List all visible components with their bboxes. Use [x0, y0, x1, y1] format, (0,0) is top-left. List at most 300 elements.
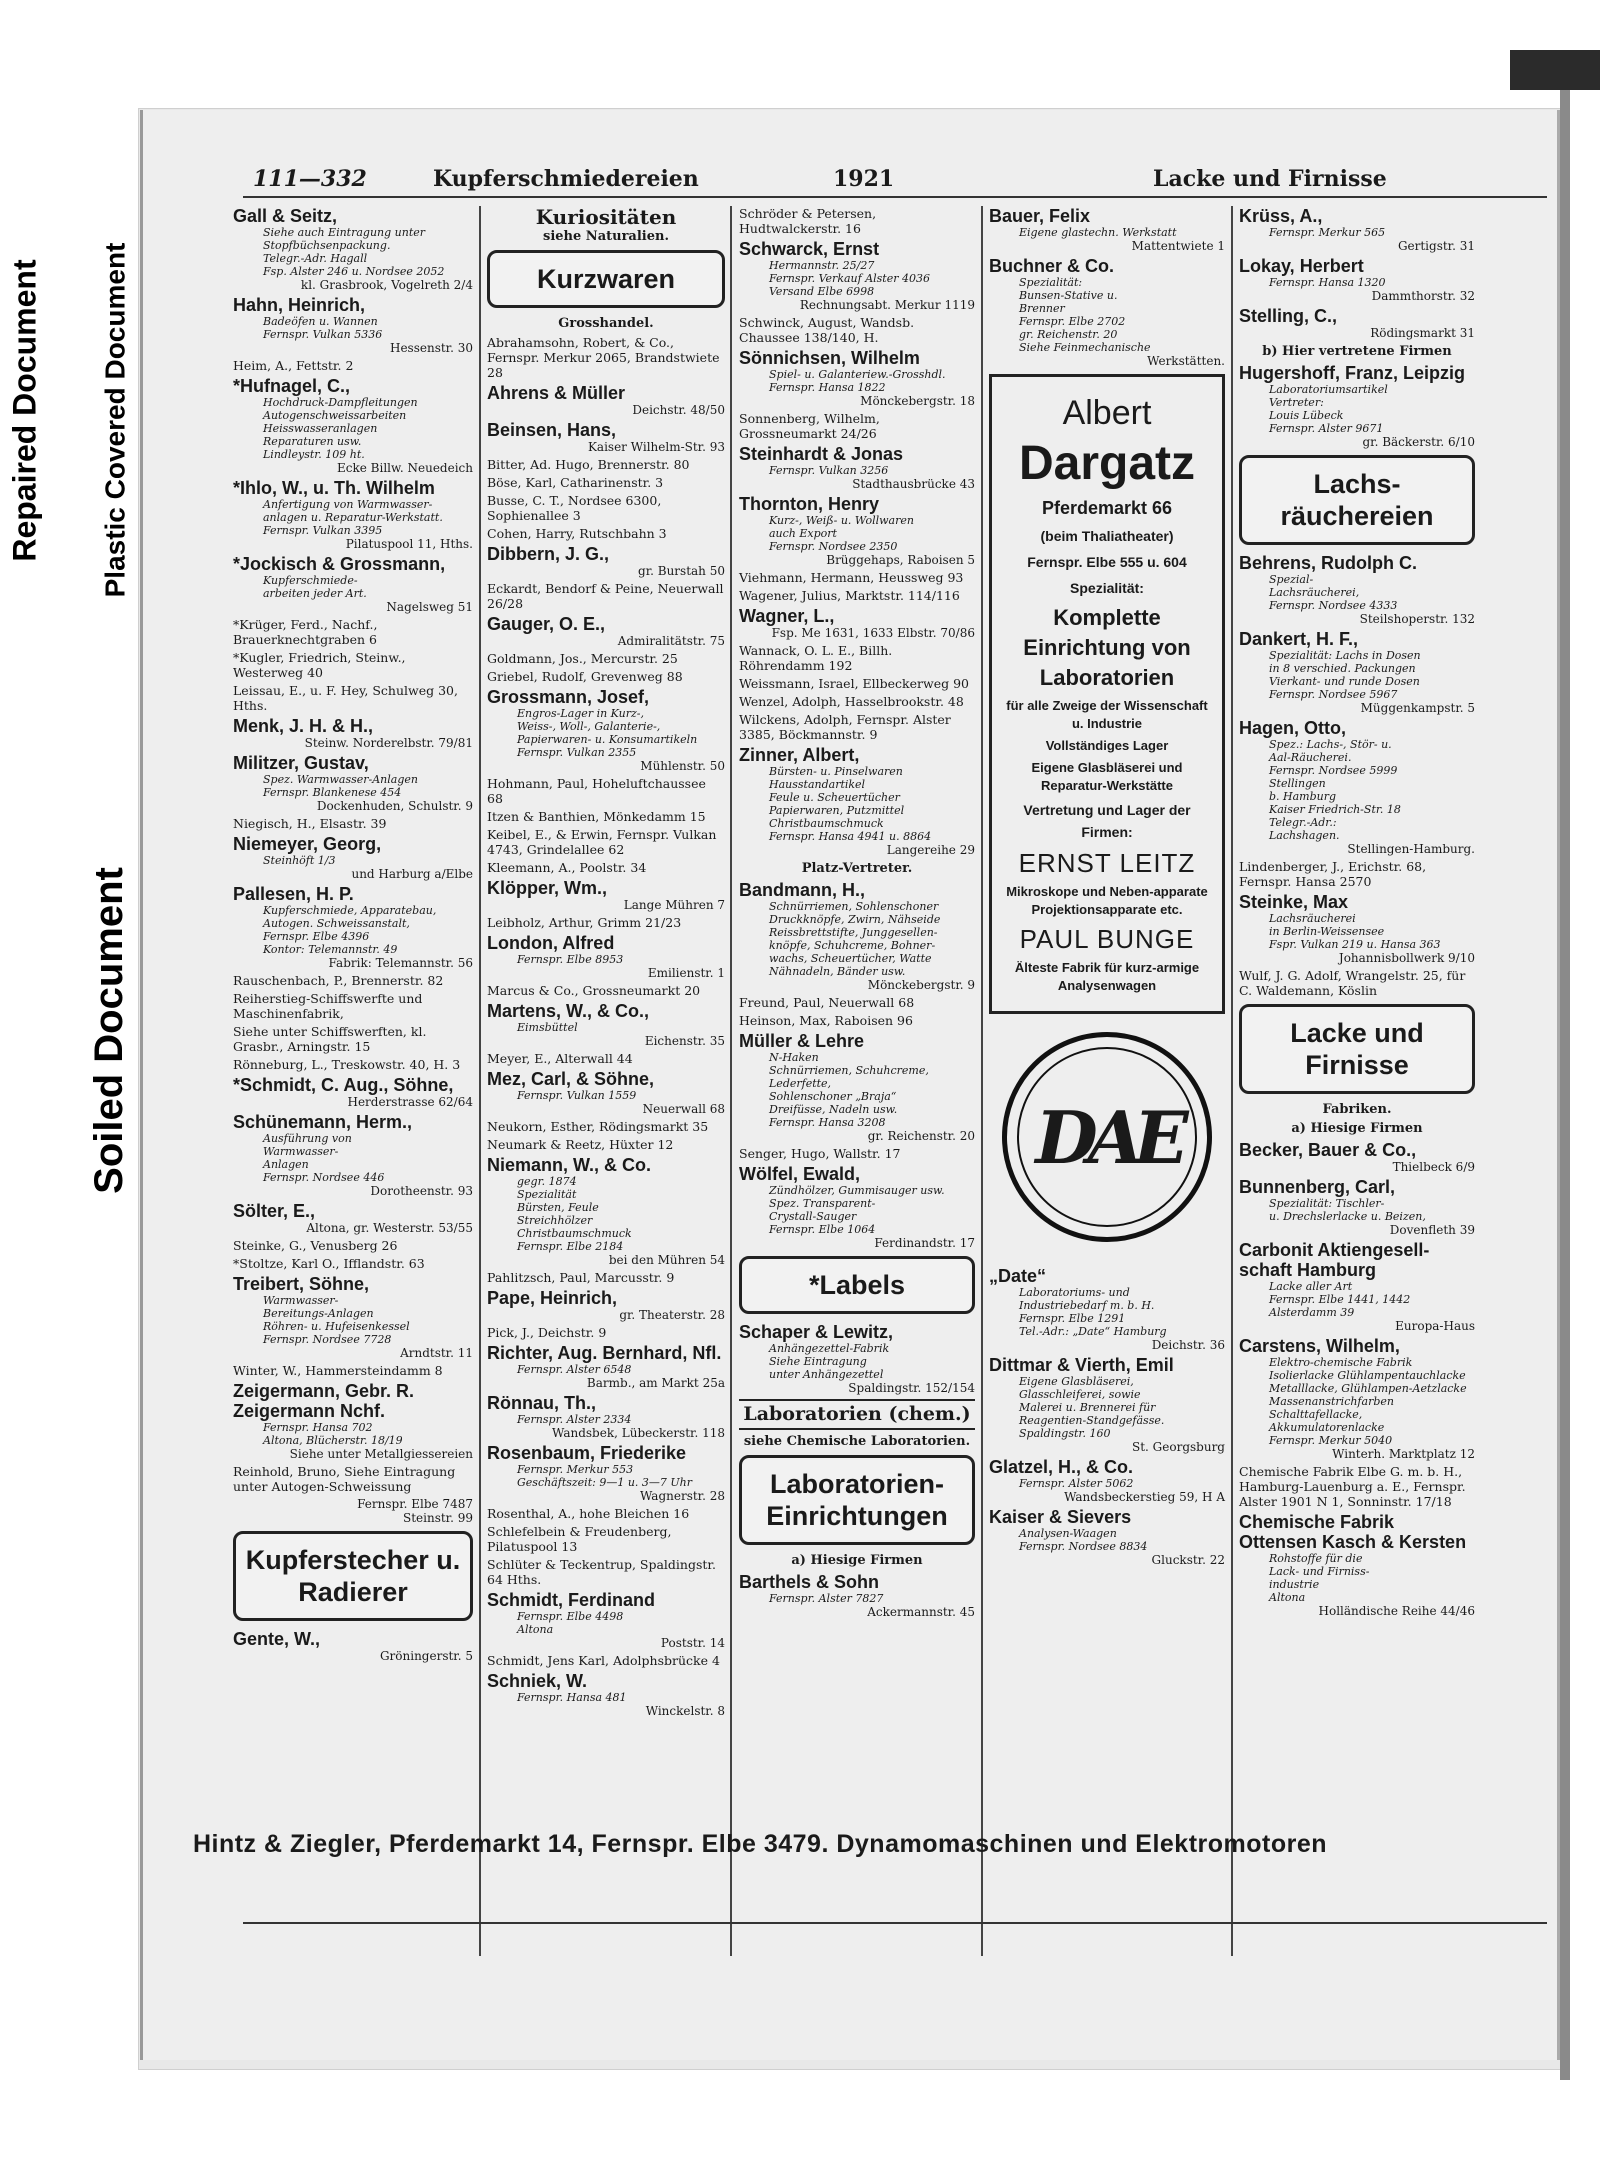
list-item — [1239, 1464, 1475, 1509]
section-box-lachsraeuchereien: Lachs-räuchereien — [1239, 455, 1475, 545]
entry-name: Krüss, A., — [1239, 206, 1323, 226]
entry-detail: in Berlin-Weissensee — [1269, 925, 1385, 938]
entry-line: Wannack, O. L. E., Billh. Röhrendamm 192 — [739, 643, 893, 673]
list-item — [233, 973, 473, 988]
list-item — [989, 206, 1225, 253]
entry-name: Steinhardt & Jonas — [739, 444, 904, 464]
entry-line: Abrahamsohn, Robert, & Co., Fernspr. Merkur 2065, Brandstwiete 28 — [487, 335, 720, 380]
list-item — [487, 1653, 725, 1668]
list-item — [1239, 1240, 1475, 1333]
list-item — [487, 1590, 725, 1650]
entry-detail: Wandsbeckerstieg 59, H A — [1064, 1490, 1225, 1504]
tag-plastic-covered-document: Plastic Covered Document — [92, 150, 138, 690]
entry-detail: auch Export — [769, 527, 837, 540]
entry-line: Schlüter & Teckentrup, Spaldingstr. 64 Hths. — [487, 1557, 716, 1587]
entry-line: Keibel, E., & Erwin, Fernspr. Vulkan 4743, Grindelallee 62 — [487, 827, 717, 857]
subheading: b) Hier vertretene Firmen — [1262, 344, 1452, 359]
entry-line: Rönneburg, L., Treskowstr. 40, H. 3 — [233, 1057, 461, 1072]
entry-detail: Spezialität: — [1019, 276, 1083, 289]
list-item — [739, 880, 975, 992]
list-item — [487, 1557, 725, 1587]
entry-detail: Fernspr. Hansa 3208 — [769, 1116, 886, 1129]
entry-detail: Sohlenschoner „Braja“ — [769, 1090, 897, 1103]
entry-detail: Nagelsweg 51 — [386, 600, 473, 614]
entry-detail: Fernspr. Vulkan 3256 — [769, 464, 889, 477]
entry-detail: Siehe Feinmechanische — [1019, 341, 1151, 354]
list-item — [989, 1507, 1225, 1567]
list-item — [233, 1381, 473, 1461]
entry-line: Siehe unter Schiffswerften, kl. Grasbr., Arningstr. 15 — [233, 1024, 427, 1054]
entry-name: *Schmidt, C. Aug., Söhne, — [233, 1075, 454, 1095]
entry-detail: Versand Elbe 6998 — [769, 285, 875, 298]
entry-detail: Fernspr. Nordsee 5999 — [1269, 764, 1398, 777]
list-item — [233, 1057, 473, 1072]
monogram-logo — [1002, 1032, 1212, 1242]
entry-line: Böse, Karl, Catharinenstr. 3 — [487, 475, 664, 490]
entry-name: Wölfel, Ewald, — [739, 1164, 861, 1184]
entry-detail: Spezial- — [1269, 573, 1314, 586]
entry-detail: Brenner — [1019, 302, 1065, 315]
entry-detail: Admiralitätstr. 75 — [617, 634, 725, 648]
entry-line: Niegisch, H., Elsastr. 39 — [233, 816, 387, 831]
entry-detail: Reparaturen usw. — [263, 435, 362, 448]
list-item — [233, 753, 473, 813]
entry-name: Schniek, W. — [487, 1671, 588, 1691]
entry-detail: in 8 verschied. Packungen — [1269, 662, 1416, 675]
list-item — [487, 1270, 725, 1285]
entry-name: Rönnau, Th., — [487, 1393, 596, 1413]
list-item — [739, 239, 975, 312]
entry-detail: Metalllacke, Glühlampen-Aetzlacke — [1269, 1382, 1467, 1395]
entry-detail: Lindleystr. 109 ht. — [263, 448, 365, 461]
entry-detail: Fernspr. Elbe 1291 — [1019, 1312, 1126, 1325]
entry-detail: Telegr.-Adr. Hagall — [263, 252, 368, 265]
entry-detail: Fernspr. Hansa 1320 — [1269, 276, 1386, 289]
entry-detail: Crystall-Sauger — [769, 1210, 857, 1223]
entry-detail: Fernspr. Vulkan 2355 — [517, 746, 637, 759]
entry-detail: Glasschleiferei, sowie — [1019, 1388, 1141, 1401]
entry-detail: Weiss-, Woll-, Galanterie-, — [517, 720, 661, 733]
list-item — [1239, 1140, 1475, 1174]
entry-name: Hahn, Heinrich, — [233, 295, 366, 315]
list-item — [487, 1325, 725, 1340]
entry-detail: Altona — [517, 1623, 554, 1636]
entry-line: *Krüger, Ferd., Nachf., Brauerknechtgraben 6 — [233, 617, 378, 647]
entry-detail: Dorotheenstr. 93 — [370, 1184, 473, 1198]
entry-detail: Fspr. Vulkan 219 u. Hansa 363 — [1269, 938, 1441, 951]
entry-line: Reiherstieg-Schiffswerfte und Maschinenfabrik, — [233, 991, 423, 1021]
entry-name: Martens, W., & Co., — [487, 1001, 650, 1021]
list-item — [487, 1001, 725, 1048]
document-page — [140, 110, 1560, 2060]
entry-detail: Streichhölzer — [517, 1214, 593, 1227]
list-item — [487, 1524, 725, 1554]
list-item — [233, 358, 473, 373]
entry-detail: u. Drechslerlacke u. Beizen, — [1269, 1210, 1426, 1223]
list-item — [739, 995, 975, 1010]
entry-detail: Siehe unter Metallgiessereien — [289, 1447, 473, 1461]
list-item — [487, 1137, 725, 1152]
entry-detail: Kurz-, Weiß- u. Wollwaren — [769, 514, 914, 527]
entry-detail: Stellingen — [1269, 777, 1326, 790]
list-item — [233, 834, 473, 881]
entry-detail: Industriebedarf m. b. H. — [1019, 1299, 1155, 1312]
entry-detail: Pilatuspool 11, Hths. — [345, 537, 473, 551]
entry-detail: gr. Bäckerstr. 6/10 — [1362, 435, 1475, 449]
entry-detail: Fernspr. Merkur 5040 — [1269, 1434, 1393, 1447]
entry-line: Cohen, Harry, Rutschbahn 3 — [487, 526, 667, 541]
section-box-kurzwaren: Kurzwaren — [487, 250, 725, 308]
entry-detail: gr. Theaterstr. 28 — [619, 1308, 725, 1322]
section-heading-laboratorien: Laboratorien (chem.) — [739, 1399, 975, 1430]
entry-detail: Spez. Warmwasser-Anlagen — [263, 773, 418, 786]
list-item — [739, 494, 975, 567]
list-item — [1239, 629, 1475, 715]
list-item — [487, 651, 725, 666]
entry-detail: Hessenstr. 30 — [389, 341, 473, 355]
entry-detail: Mönckebergstr. 18 — [860, 394, 975, 408]
entry-name: Dankert, H. F., — [1239, 629, 1359, 649]
entry-detail: Mönckebergstr. 9 — [867, 978, 975, 992]
entry-detail: Rechnungsabt. Merkur 1119 — [799, 298, 975, 312]
entry-detail: Hochdruck-Dampfleitungen — [263, 396, 418, 409]
entry-detail: Gertigstr. 31 — [1397, 239, 1475, 253]
list-item — [739, 1164, 975, 1250]
entry-detail: Bereitungs-Anlagen — [263, 1307, 374, 1320]
list-item — [233, 376, 473, 475]
entry-detail: Spezialität — [517, 1188, 577, 1201]
entry-line: Sonnenberg, Wilhelm, Grossneumarkt 24/26 — [739, 411, 880, 441]
entry-detail: Kupferschmiede, Apparatebau, — [263, 904, 437, 917]
entry-detail: Nähnadeln, Bänder usw. — [769, 965, 906, 978]
entry-name: Militzer, Gustav, — [233, 753, 369, 773]
entry-detail: Badeöfen u. Wannen — [263, 315, 378, 328]
entry-detail: Feule u. Scheuertücher — [769, 791, 900, 804]
list-item — [487, 687, 725, 773]
list-item — [1239, 968, 1475, 998]
list-item — [487, 983, 725, 998]
entry-detail: Fernspr. Nordsee 4333 — [1269, 599, 1398, 612]
entry-detail: Neuerwall 68 — [642, 1102, 725, 1116]
entry-detail: Fernspr. Alster 7827 — [769, 1592, 884, 1605]
entry-name: „Date“ — [989, 1266, 1047, 1286]
section-heading-kuriositaeten: Kuriositäten — [535, 205, 677, 229]
entry-detail: Eimsbüttel — [517, 1021, 578, 1034]
entry-detail: knöpfe, Schuhcreme, Bohner- — [769, 939, 936, 952]
entry-line: Wenzel, Adolph, Hasselbrookstr. 48 — [739, 694, 964, 709]
list-item — [1239, 718, 1475, 856]
section-box-labels: *Labels — [739, 1256, 975, 1314]
entry-line: Neumark & Reetz, Hüxter 12 — [487, 1137, 674, 1152]
list-item — [1239, 892, 1475, 965]
entry-name: Carbonit Aktiengesell-schaft Hamburg — [1239, 1240, 1430, 1280]
list-item — [739, 712, 975, 742]
entry-detail: Fernspr. Blankenese 454 — [263, 786, 402, 799]
entry-line: Eckardt, Bendorf & Peine, Neuerwall 26/28 — [487, 581, 724, 611]
entry-line: Goldmann, Jos., Mercurstr. 25 — [487, 651, 678, 666]
list-item — [739, 643, 975, 673]
header-rule — [243, 196, 1547, 198]
entry-detail: Rödingsmarkt 31 — [1370, 326, 1475, 340]
entry-name: Niemann, W., & Co. — [487, 1155, 652, 1175]
entry-detail: St. Georgsburg — [1132, 1440, 1225, 1454]
entry-line: Schmidt, Jens Karl, Adolphsbrücke 4 — [487, 1653, 720, 1668]
entry-detail: Telegr.-Adr.: — [1269, 816, 1337, 829]
entry-line: Meyer, E., Alterwall 44 — [487, 1051, 633, 1066]
entry-detail: Spaldingstr. 160 — [1019, 1427, 1111, 1440]
entry-detail: Fernspr. Elbe 4396 — [263, 930, 370, 943]
list-item — [739, 1013, 975, 1028]
column-1 — [233, 206, 473, 1666]
entry-detail: Spez.: Lachs-, Stör- u. — [1269, 738, 1392, 751]
tag-soiled-document: Soiled Document — [80, 760, 138, 1300]
entry-detail: Fernspr. Alster 2334 — [517, 1413, 632, 1426]
entry-detail: Christbaumschmuck — [769, 817, 884, 830]
list-item — [487, 335, 725, 380]
entry-name: Becker, Bauer & Co., — [1239, 1140, 1417, 1160]
ad-line: Spezialität: — [1070, 580, 1144, 596]
list-item — [233, 1629, 473, 1663]
tag-repaired-document: Repaired Document — [0, 140, 50, 680]
entry-name: Gall & Seitz, — [233, 206, 338, 226]
entry-line: Busse, C. T., Nordsee 6300, Sophienallee 3 — [487, 493, 662, 523]
entry-line: Reinhold, Bruno, Siehe Eintragung unter Autogen-Schweissung — [233, 1464, 456, 1494]
entry-detail: N-Haken — [769, 1051, 819, 1064]
entry-detail: Fernspr. Elbe 4498 — [517, 1610, 624, 1623]
entry-detail: Druckknöpfe, Zwirn, Nähseide — [769, 913, 941, 926]
entry-detail: Anlagen — [263, 1158, 309, 1171]
list-item — [233, 295, 473, 355]
entry-name: Sönnichsen, Wilhelm — [739, 348, 920, 368]
entry-detail: Fsp. Alster 246 u. Nordsee 2052 — [263, 265, 445, 278]
entry-detail: Spezialität: Lachs in Dosen — [1269, 649, 1421, 662]
entry-detail: Spaldingstr. 152/154 — [848, 1381, 975, 1395]
list-item — [739, 1146, 975, 1161]
entry-name: Barthels & Sohn — [739, 1572, 880, 1592]
list-item — [487, 614, 725, 648]
entry-detail: Mühlenstr. 50 — [640, 759, 725, 773]
entry-detail: und Harburg a/Elbe — [351, 867, 473, 881]
header-section: Kupferschmiedereien — [433, 166, 699, 192]
entry-detail: Gröningerstr. 5 — [379, 1649, 473, 1663]
entry-detail: wachs, Scheuertücher, Watte — [769, 952, 932, 965]
entry-detail: Spez. Transparent- — [769, 1197, 876, 1210]
entry-name: Schaper & Lewitz, — [739, 1322, 894, 1342]
entry-detail: Europa-Haus — [1395, 1319, 1475, 1333]
entry-name: Beinsen, Hans, — [487, 420, 617, 440]
list-item — [487, 1288, 725, 1322]
list-item — [1239, 344, 1475, 359]
list-item — [233, 716, 473, 750]
list-item — [1239, 206, 1475, 253]
entry-detail: Kaiser Wilhelm-Str. 93 — [587, 440, 725, 454]
entry-line: Wulf, J. G. Adolf, Wrangelstr. 25, für C. Waldemann, Köslin — [1239, 968, 1466, 998]
entry-name: Treibert, Söhne, — [233, 1274, 370, 1294]
entry-detail: Elektro-chemische Fabrik — [1269, 1356, 1413, 1369]
entry-detail: Fernspr. Nordsee 446 — [263, 1171, 385, 1184]
entry-name: Pape, Heinrich, — [487, 1288, 618, 1308]
entry-detail: Reagentien-Standgefässe. — [1019, 1414, 1165, 1427]
list-item — [233, 884, 473, 970]
entry-line: Leissau, E., u. F. Hey, Schulweg 30, Hths. — [233, 683, 458, 713]
entry-detail: Deichstr. 36 — [1151, 1338, 1225, 1352]
list-item — [487, 860, 725, 875]
entry-detail: Eigene glastechn. Werkstatt — [1019, 226, 1177, 239]
ad-line: Albert — [1062, 394, 1152, 432]
list-item — [233, 1201, 473, 1235]
entry-detail: Aal-Räucherei. — [1269, 751, 1352, 764]
entry-detail: Fernspr. Alster 9671 — [1269, 422, 1384, 435]
list-item — [233, 617, 473, 647]
entry-detail: Deichstr. 48/50 — [632, 403, 725, 417]
entry-detail: Laboratoriums- und — [1019, 1286, 1130, 1299]
entry-detail: Kupferschmiede- — [263, 574, 358, 587]
list-item — [487, 526, 725, 541]
ad-line: Komplette Einrichtung von Laboratorien — [1023, 605, 1191, 690]
list-item — [739, 676, 975, 691]
entry-detail: Christbaumschmuck — [517, 1227, 632, 1240]
entry-line: Chemische Fabrik Elbe G. m. b. H., Hamburg-Lauenburg a. E., Fernspr. Alster 1901 N 1, Sonninstr. 17/18 — [1239, 1464, 1466, 1509]
entry-detail: Dovenfleth 39 — [1389, 1223, 1475, 1237]
list-item — [1239, 363, 1475, 449]
entry-name: Grossmann, Josef, — [487, 687, 650, 707]
entry-detail: anlagen u. Reparatur-Werkstatt. — [263, 511, 443, 524]
entry-detail: gr. Reichenstr. 20 — [867, 1129, 975, 1143]
entry-detail: Autogen. Schweissanstalt, — [263, 917, 410, 930]
list-item — [487, 1119, 725, 1134]
entry-name: Gente, W., — [233, 1629, 321, 1649]
entry-detail: Lachsräucherei, — [1269, 586, 1360, 599]
list-item — [1239, 859, 1475, 889]
entry-name: Zinner, Albert, — [739, 745, 860, 765]
list-item — [739, 315, 975, 345]
entry-detail: Reissbrettstifte, Junggesellen- — [769, 926, 938, 939]
list-item — [487, 1343, 725, 1390]
entry-detail: Fabrik: Telemannstr. 56 — [328, 956, 473, 970]
entry-detail: Anhängezettel-Fabrik — [769, 1342, 890, 1355]
entry-detail: Lack- und Firniss- — [1269, 1565, 1370, 1578]
entry-line: Leibholz, Arthur, Grimm 21/23 — [487, 915, 682, 930]
list-item — [233, 683, 473, 713]
entry-line: Rauschenbach, P., Brennerstr. 82 — [233, 973, 444, 988]
entry-detail: Fernspr. Nordsee 2350 — [769, 540, 898, 553]
entry-name: Lokay, Herbert — [1239, 256, 1364, 276]
column-4 — [989, 206, 1225, 1570]
entry-detail: Lachshagen. — [1269, 829, 1340, 842]
entry-name: Müller & Lehre — [739, 1031, 865, 1051]
list-item — [487, 1506, 725, 1521]
entry-line: Lindenberger, J., Erichstr. 68, Fernspr. Hansa 2570 — [1239, 859, 1427, 889]
list-item — [233, 1363, 473, 1378]
entry-detail: Bunsen-Stative u. — [1019, 289, 1118, 302]
list-item — [487, 1069, 725, 1116]
entry-detail: Fernspr. Hansa 4941 u. 8864 — [769, 830, 932, 843]
entry-detail: gr. Burstah 50 — [638, 564, 725, 578]
entry-name: Zeigermann, Gebr. R. Zeigermann Nchf. — [233, 1381, 415, 1421]
entry-detail: Papierwaren, Putzmittel — [769, 804, 905, 817]
entry-detail: Lachsräucherei — [1269, 912, 1356, 925]
list-item — [739, 588, 975, 603]
entry-detail: Schnürriemen, Sohlenschoner — [769, 900, 939, 913]
entry-detail: Dockenhuden, Schulstr. 9 — [316, 799, 473, 813]
entry-name: Carstens, Wilhelm, — [1239, 1336, 1400, 1356]
page-number: 111—332 — [253, 166, 367, 192]
entry-name: Niemeyer, Georg, — [233, 834, 382, 854]
subheading: a) Hiesige Firmen — [1291, 1121, 1423, 1136]
entry-detail: Lacke aller Art — [1269, 1280, 1353, 1293]
advertisement-dargatz — [989, 374, 1225, 1014]
entry-line: Kleemann, A., Poolstr. 34 — [487, 860, 647, 875]
entry-detail: Fernspr. Nordsee 7728 — [263, 1333, 392, 1346]
entry-detail: Stopfbüchsenpackung. — [263, 239, 391, 252]
entry-name: Gauger, O. E., — [487, 614, 606, 634]
entry-name: Schmidt, Ferdinand — [487, 1590, 656, 1610]
entry-detail: Stadthausbrücke 43 — [852, 477, 975, 491]
entry-detail: Ausführung von — [263, 1132, 352, 1145]
entry-line: Wagener, Julius, Marktstr. 114/116 — [739, 588, 960, 603]
entry-detail: Kontor: Telemannstr. 49 — [263, 943, 398, 956]
entry-detail: Winterh. Marktplatz 12 — [1332, 1447, 1475, 1461]
entry-detail: Herderstrasse 62/64 — [347, 1095, 473, 1109]
entry-name: Hagen, Otto, — [1239, 718, 1346, 738]
entry-detail: Warmwasser- — [263, 1294, 339, 1307]
entry-detail: Analysen-Waagen — [1019, 1527, 1117, 1540]
entry-detail: Gluckstr. 22 — [1151, 1553, 1225, 1567]
entry-line: Schröder & Petersen, Hudtwalckerstr. 16 — [739, 206, 877, 236]
entry-line: Pahlitzsch, Paul, Marcusstr. 9 — [487, 1270, 675, 1285]
subheading: Fabriken. — [1322, 1102, 1392, 1117]
entry-name: Bunnenberg, Carl, — [1239, 1177, 1396, 1197]
entry-name: Richter, Aug. Bernhard, Nfl. — [487, 1343, 722, 1363]
entry-detail: Warmwasser- — [263, 1145, 339, 1158]
footer-rule — [243, 1922, 1547, 1924]
entry-detail: Lederfette, — [769, 1077, 832, 1090]
list-item — [739, 206, 975, 236]
list-item — [233, 206, 473, 292]
entry-name: Buchner & Co. — [989, 256, 1115, 276]
entry-detail: Arndtstr. 11 — [400, 1346, 473, 1360]
list-item — [989, 1355, 1225, 1454]
entry-detail: Fernspr. Merkur 553 — [517, 1463, 634, 1476]
entry-line: Schwinck, August, Wandsb. Chaussee 138/140, H. — [739, 315, 915, 345]
list-item — [739, 1031, 975, 1143]
list-item — [739, 570, 975, 585]
entry-name: Dibbern, J. G., — [487, 544, 610, 564]
entry-detail: Eigene Glasbläserei, — [1019, 1375, 1134, 1388]
entry-line: Senger, Hugo, Wallstr. 17 — [739, 1146, 901, 1161]
entry-detail: Autogenschweissarbeiten — [263, 409, 407, 422]
entry-detail: Dreifüsse, Nadeln usw. — [769, 1103, 898, 1116]
list-item — [487, 915, 725, 930]
header-year: 1921 — [833, 166, 895, 192]
entry-detail: Spezialität: Tischler- — [1269, 1197, 1385, 1210]
entry-detail: Fernspr. Vulkan 5336 — [263, 328, 383, 341]
entry-line: Neukorn, Esther, Rödingsmarkt 35 — [487, 1119, 709, 1134]
entry-name: Wagner, L., — [739, 606, 835, 626]
footer-advertisement: Hintz & Ziegler, Pferdemarkt 14, Fernspr. Elbe 3479. Dynamomaschinen und Elektromotoren — [192, 1830, 1328, 1858]
entry-detail: Schalttafellacke, — [1269, 1408, 1363, 1421]
entry-detail: Fernspr. Vulkan 1559 — [517, 1089, 637, 1102]
subheading: Grosshandel. — [558, 316, 654, 331]
subheading: a) Hiesige Firmen — [791, 1553, 923, 1568]
list-item — [1239, 1177, 1475, 1237]
list-item — [487, 878, 725, 912]
list-item — [1239, 256, 1475, 303]
entry-line: Itzen & Banthien, Mönkedamm 15 — [487, 809, 706, 824]
entry-line: *Stoltze, Karl O., Ifflandstr. 63 — [233, 1256, 425, 1271]
list-item — [233, 1274, 473, 1360]
entry-line: Rosenthal, A., hohe Bleichen 16 — [487, 1506, 690, 1521]
